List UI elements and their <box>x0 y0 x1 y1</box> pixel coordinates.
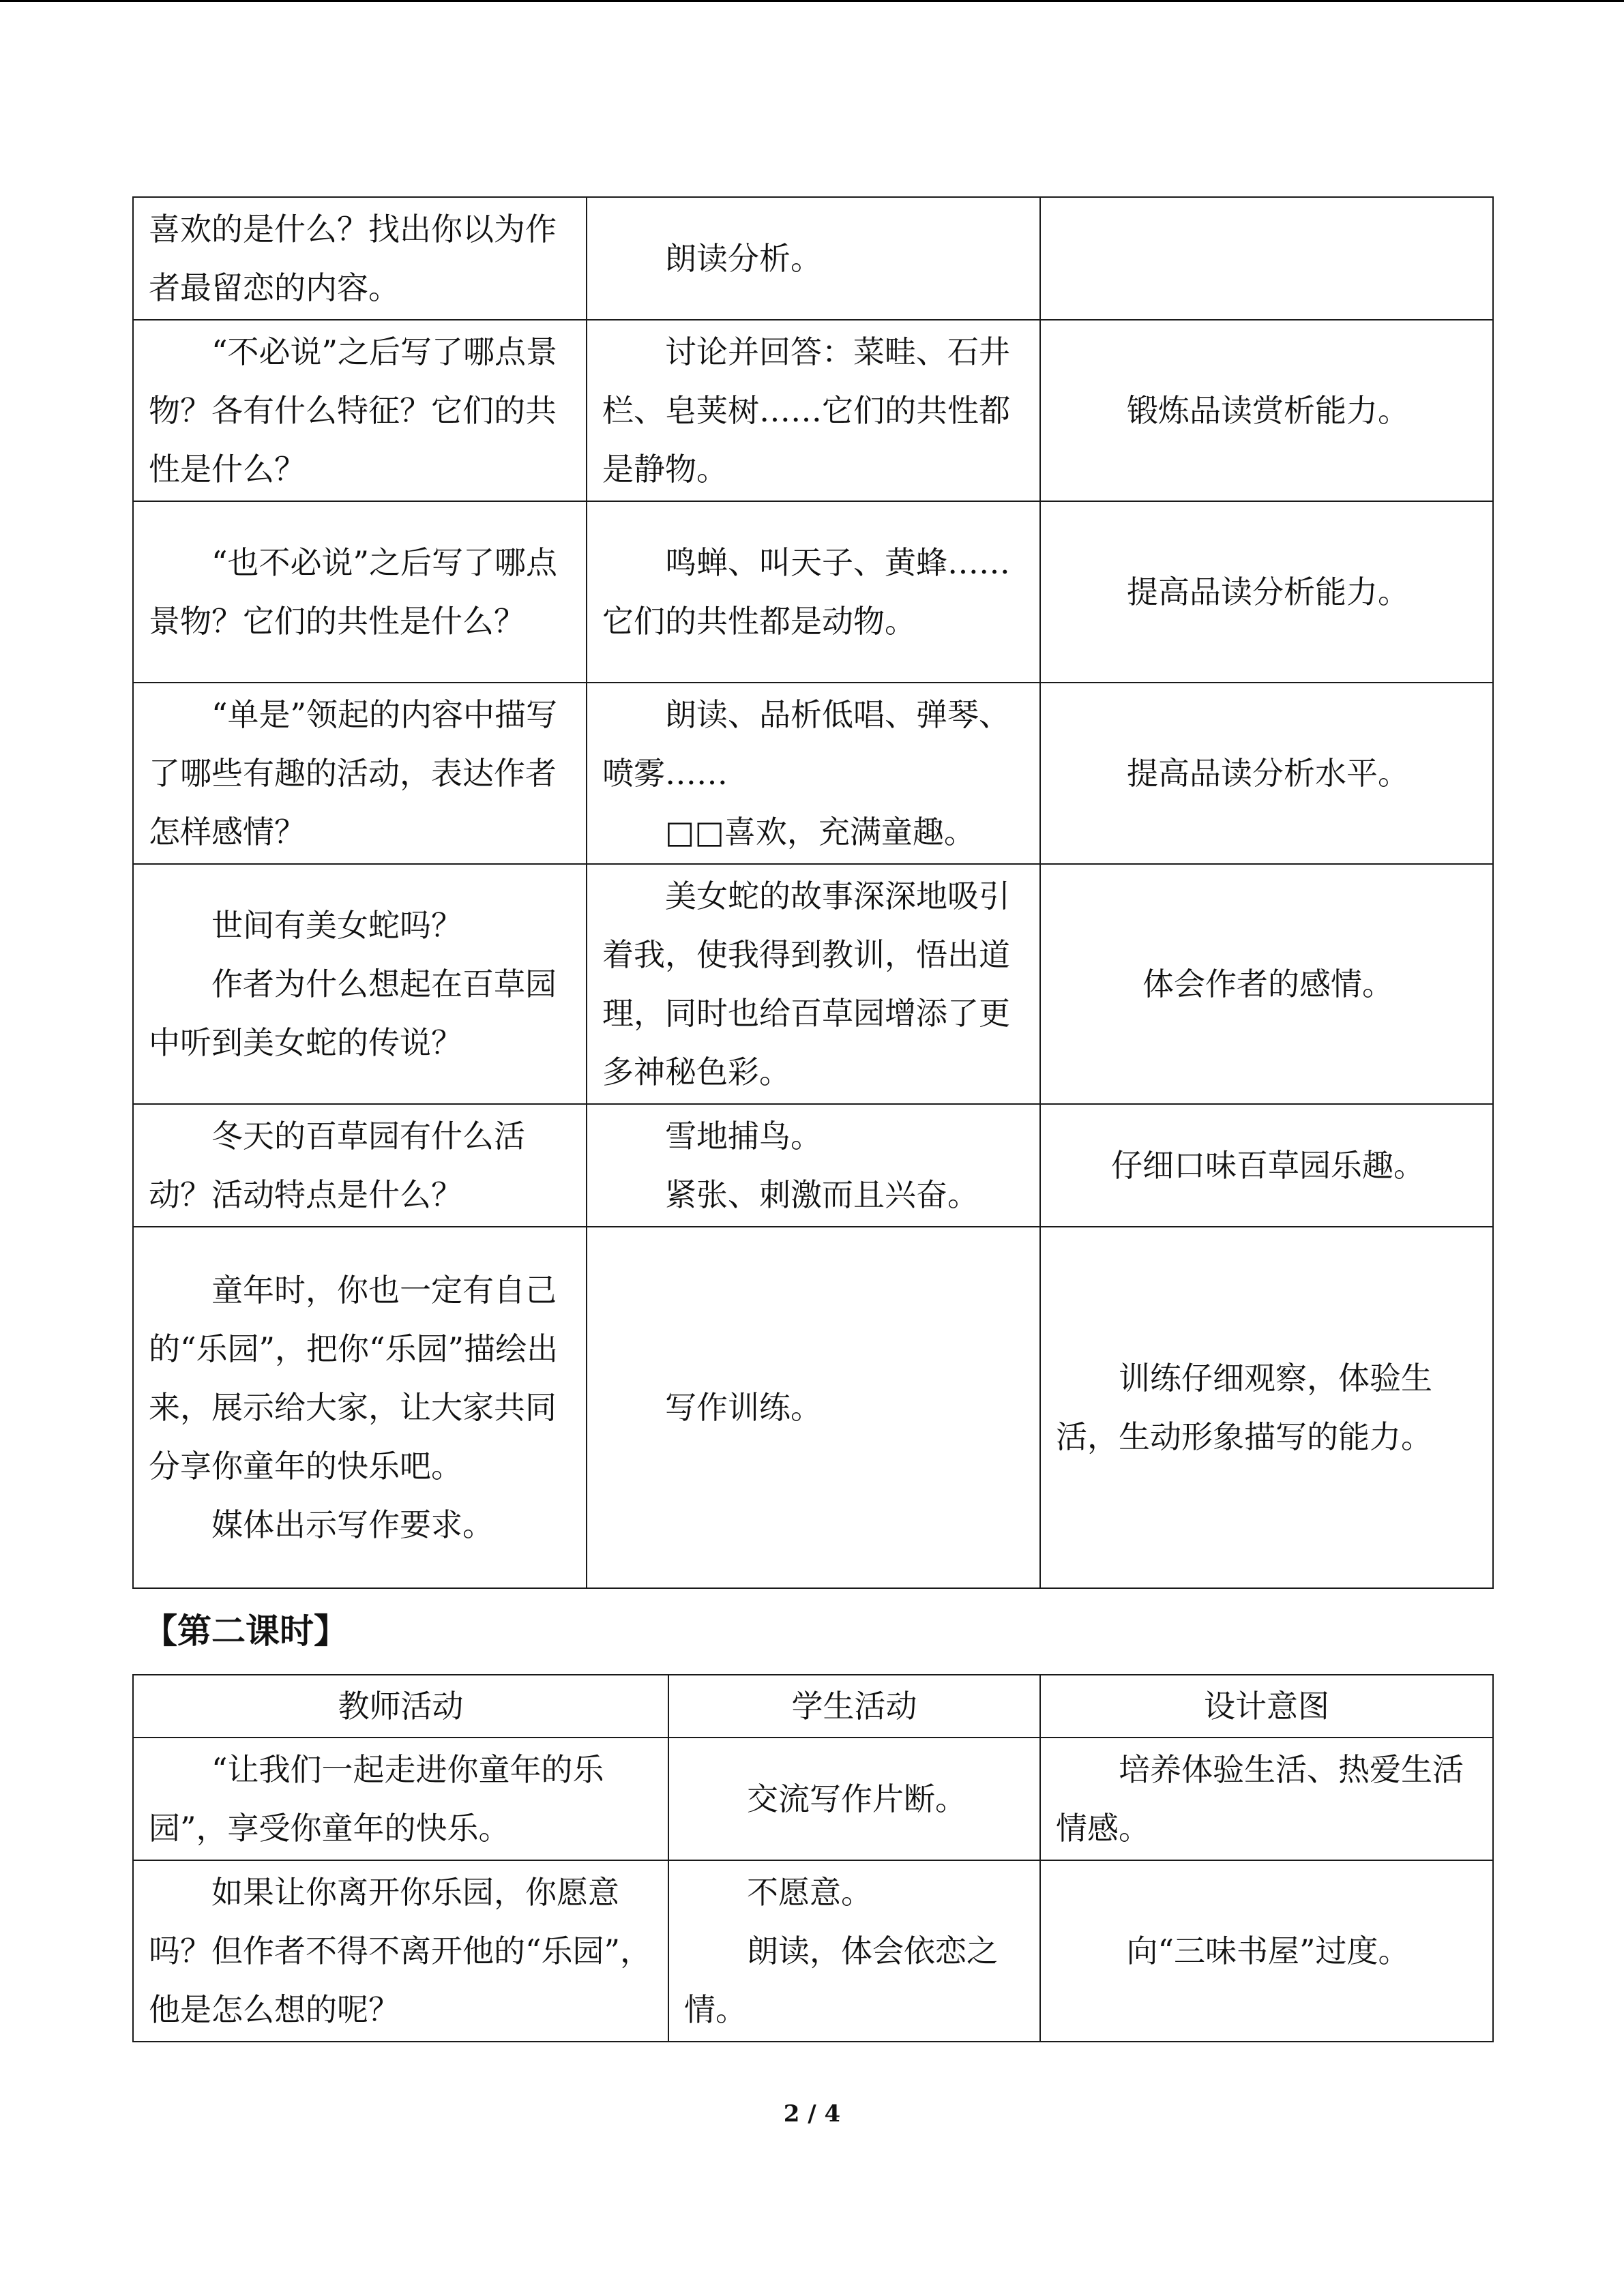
table-row <box>133 1104 1493 1227</box>
cell-paragraph: 仔细口味百草园乐趣。 <box>1111 1147 1425 1184</box>
design-intent-cell <box>1040 1227 1493 1588</box>
teacher-activity-cell <box>133 1104 587 1227</box>
column-header-design-intent: 设计意图 <box>1040 1675 1493 1738</box>
cell-paragraph: □□喜欢，充满童趣。 <box>665 814 975 850</box>
cell-paragraph: 朗读，体会依恋之情。 <box>684 1933 998 2028</box>
design-intent-cell <box>1040 864 1493 1104</box>
cell-paragraph: 向“三味书屋”过度。 <box>1126 1933 1410 1969</box>
student-activity-cell <box>587 320 1040 501</box>
cell-paragraph: 冬天的百草园有什么活动？活动特点是什么？ <box>149 1118 525 1213</box>
cell-paragraph: “不必说”之后写了哪点景物？各有什么特征？它们的共性是什么？ <box>149 333 558 488</box>
teacher-activity-cell <box>133 1738 668 1860</box>
page-number: 2 / 4 <box>783 2100 841 2128</box>
teacher-activity-cell <box>133 683 587 864</box>
cell-paragraph: “也不必说”之后写了哪点景物？它们的共性是什么？ <box>149 544 558 640</box>
cell-paragraph: 体会作者的感情。 <box>1142 966 1393 1002</box>
cell-paragraph: 作者为什么想起在百草园中听到美女蛇的传说？ <box>149 966 557 1061</box>
cell-paragraph: 讨论并回答：菜畦、石井栏、皂荚树……它们的共性都是静物。 <box>602 333 1010 488</box>
table-row <box>133 1860 1493 2042</box>
student-activity-cell <box>587 683 1040 864</box>
cell-paragraph: 鸣蝉、叫天子、黄蜂……它们的共性都是动物。 <box>602 544 1010 640</box>
teacher-activity-cell <box>133 501 587 683</box>
table-row <box>133 864 1493 1104</box>
design-intent-cell <box>1040 683 1493 864</box>
table-row <box>133 197 1493 320</box>
cell-paragraph: 喜欢的是什么？找出你以为作者最留恋的内容。 <box>149 211 557 306</box>
cell-paragraph: 训练仔细观察，体验生活，生动形象描写的能力。 <box>1056 1360 1432 1455</box>
design-intent-cell <box>1040 320 1493 501</box>
design-intent-cell <box>1040 197 1493 320</box>
cell-paragraph: 世间有美女蛇吗？ <box>211 907 462 944</box>
cell-paragraph: 不愿意。 <box>747 1874 872 1911</box>
cell-paragraph: 提高品读分析能力。 <box>1127 573 1409 610</box>
table-row <box>133 683 1493 864</box>
cell-paragraph: 朗读、品析低唱、弹琴、喷雾…… <box>602 696 1010 792</box>
teacher-activity-cell <box>133 1860 668 2042</box>
student-activity-cell <box>668 1860 1040 2042</box>
cell-paragraph: “单是”领起的内容中描写了哪些有趣的活动，表达作者怎样感情？ <box>149 696 558 850</box>
lesson-table-period-2 <box>132 1674 1494 2042</box>
design-intent-cell <box>1040 501 1493 683</box>
design-intent-cell <box>1040 1104 1493 1227</box>
table-row <box>133 1227 1493 1588</box>
cell-paragraph: 媒体出示写作要求。 <box>211 1506 494 1543</box>
design-intent-cell <box>1040 1738 1493 1860</box>
student-activity-cell <box>668 1738 1040 1860</box>
table-header-row <box>133 1675 1493 1738</box>
cell-paragraph: 提高品读分析水平。 <box>1127 755 1409 792</box>
student-activity-cell <box>587 864 1040 1104</box>
cell-paragraph: 童年时，你也一定有自己的“乐园”，把你“乐园”描绘出来，展示给大家，让大家共同分享你童年的快乐吧。 <box>149 1272 559 1485</box>
column-header-student-activity: 学生活动 <box>668 1675 1040 1738</box>
student-activity-cell <box>587 197 1040 320</box>
cell-paragraph: 培养体验生活、热爱生活情感。 <box>1056 1751 1464 1847</box>
teacher-activity-cell <box>133 197 587 320</box>
cell-paragraph: 雪地捕鸟。 <box>665 1118 822 1154</box>
table-row <box>133 1738 1493 1860</box>
cell-paragraph: 紧张、刺激而且兴奋。 <box>665 1176 979 1213</box>
lesson-table-period-1 <box>132 196 1494 1589</box>
cell-paragraph: 如果让你离开你乐园，你愿意吗？但作者不得不离开他的“乐园”，他是怎么想的呢？ <box>149 1874 652 2028</box>
table-row <box>133 320 1493 501</box>
column-header-teacher-activity: 教师活动 <box>133 1675 668 1738</box>
cell-paragraph: 朗读分析。 <box>665 240 822 277</box>
page-top-rule <box>0 0 1624 2</box>
cell-paragraph: 锻炼品读赏析能力。 <box>1127 392 1409 429</box>
student-activity-cell <box>587 1104 1040 1227</box>
section-heading: 【第二课时】 <box>143 1611 348 1651</box>
table-row <box>133 501 1493 683</box>
cell-paragraph: 交流写作片断。 <box>747 1780 966 1817</box>
student-activity-cell <box>587 501 1040 683</box>
cell-paragraph: 写作训练。 <box>665 1389 822 1426</box>
teacher-activity-cell <box>133 864 587 1104</box>
design-intent-cell <box>1040 1860 1493 2042</box>
cell-paragraph: 美女蛇的故事深深地吸引着我，使我得到教训，悟出道理，同时也给百草园增添了更多神秘色彩。 <box>602 878 1010 1090</box>
teacher-activity-cell <box>133 320 587 501</box>
cell-paragraph: “让我们一起走进你童年的乐园”，享受你童年的快乐。 <box>149 1751 604 1847</box>
teacher-activity-cell <box>133 1227 587 1588</box>
student-activity-cell <box>587 1227 1040 1588</box>
